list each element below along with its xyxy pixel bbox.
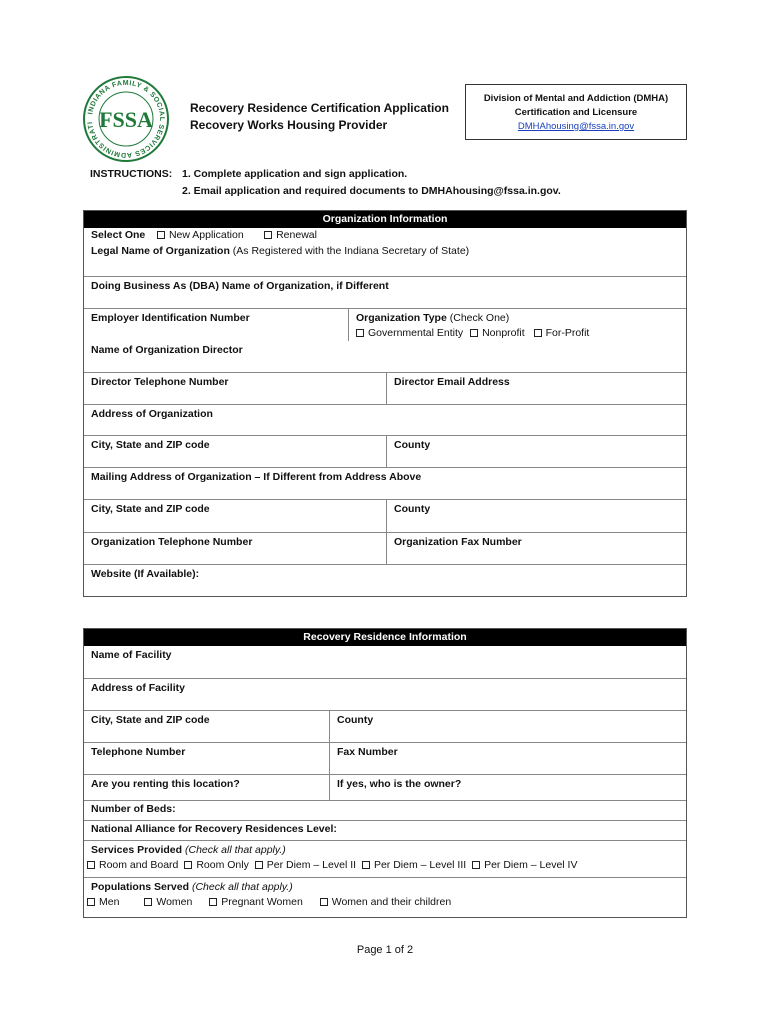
women-checkbox[interactable] bbox=[144, 898, 152, 906]
org-city-state-zip-field[interactable]: City, State and ZIP code bbox=[91, 439, 210, 451]
pregnant-women-label: Pregnant Women bbox=[221, 896, 303, 908]
division-unit: Certification and Licensure bbox=[514, 107, 638, 118]
org-county-field[interactable]: County bbox=[386, 436, 686, 467]
mailing-address-field[interactable] bbox=[84, 467, 686, 499]
room-and-board-label: Room and Board bbox=[99, 859, 179, 871]
facility-phone-field[interactable]: Telephone Number bbox=[91, 746, 186, 758]
per-diem-level-2-label: Per Diem – Level II bbox=[266, 859, 357, 871]
governmental-label: Governmental Entity bbox=[368, 327, 464, 339]
org-type-note: (Check One) bbox=[449, 312, 510, 324]
per-diem-level-3-checkbox[interactable] bbox=[362, 861, 370, 869]
forprofit-checkbox[interactable] bbox=[534, 329, 542, 337]
recovery-residence-form bbox=[83, 628, 687, 918]
mailing-city-state-zip-field[interactable]: City, State and ZIP code bbox=[91, 503, 210, 515]
facility-name-label: Name of Facility bbox=[91, 649, 172, 661]
division-email-link[interactable]: DMHAhousing@fssa.in.gov bbox=[517, 121, 635, 132]
instructions-label: INSTRUCTIONS: bbox=[90, 168, 173, 180]
facility-name-field[interactable] bbox=[84, 646, 686, 678]
narr-level-field[interactable] bbox=[84, 820, 686, 840]
instruction-step-2: 2. Email application and required documents to DMHAhousing@fssa.in.gov. bbox=[182, 185, 561, 197]
nonprofit-checkbox[interactable] bbox=[470, 329, 478, 337]
renting-field[interactable]: Are you renting this location? bbox=[91, 778, 240, 790]
per-diem-level-4-label: Per Diem – Level IV bbox=[484, 859, 578, 871]
fssa-logo bbox=[83, 76, 169, 162]
legal-name-field[interactable] bbox=[84, 244, 686, 276]
select-one-label: Select One bbox=[91, 229, 146, 241]
org-type-label: Organization Type bbox=[356, 312, 447, 324]
narr-level-label: National Alliance for Recovery Residences Level: bbox=[91, 823, 337, 835]
facility-fax-field[interactable]: Fax Number bbox=[329, 743, 686, 774]
instructions bbox=[90, 166, 561, 200]
website-field[interactable] bbox=[84, 564, 686, 596]
director-phone-field[interactable]: Director Telephone Number bbox=[91, 376, 229, 388]
facility-address-label: Address of Facility bbox=[91, 682, 185, 694]
forprofit-label: For-Profit bbox=[545, 327, 590, 339]
services-label: Services Provided bbox=[91, 844, 183, 856]
director-email-field[interactable]: Director Email Address bbox=[386, 373, 686, 404]
room-only-checkbox[interactable] bbox=[184, 861, 192, 869]
title-line-2: Recovery Works Housing Provider bbox=[190, 118, 388, 132]
governmental-checkbox[interactable] bbox=[356, 329, 364, 337]
women-label: Women bbox=[156, 896, 193, 908]
facility-county-field[interactable]: County bbox=[329, 711, 686, 742]
logo-initials: FSSA bbox=[99, 107, 153, 132]
document-title bbox=[190, 100, 449, 134]
room-and-board-checkbox[interactable] bbox=[87, 861, 95, 869]
pregnant-women-checkbox[interactable] bbox=[209, 898, 217, 906]
men-checkbox[interactable] bbox=[87, 898, 95, 906]
org-fax-field[interactable]: Organization Fax Number bbox=[386, 533, 686, 564]
number-of-beds-field[interactable] bbox=[84, 800, 686, 820]
ein-field[interactable]: Employer Identification Number bbox=[91, 312, 250, 324]
page-number: Page 1 of 2 bbox=[356, 944, 414, 956]
title-line-1: Recovery Residence Certification Application bbox=[190, 101, 449, 115]
director-name-field[interactable] bbox=[84, 341, 686, 372]
mailing-address-label: Mailing Address of Organization – If Different from Address Above bbox=[91, 471, 422, 483]
legal-name-note: (As Registered with the Indiana Secretary of State) bbox=[232, 245, 470, 257]
website-label: Website (If Available): bbox=[91, 568, 200, 580]
org-address-field[interactable] bbox=[84, 404, 686, 435]
per-diem-level-4-checkbox[interactable] bbox=[472, 861, 480, 869]
new-application-checkbox[interactable] bbox=[157, 231, 165, 239]
men-label: Men bbox=[99, 896, 120, 908]
org-address-label: Address of Organization bbox=[91, 408, 213, 420]
per-diem-level-3-label: Per Diem – Level III bbox=[373, 859, 467, 871]
services-note: (Check all that apply.) bbox=[184, 844, 286, 856]
org-phone-field[interactable]: Organization Telephone Number bbox=[91, 536, 253, 548]
populations-note: (Check all that apply.) bbox=[191, 881, 293, 893]
per-diem-level-2-checkbox[interactable] bbox=[255, 861, 263, 869]
org-section-header: Organization Information bbox=[84, 211, 686, 228]
facility-city-state-zip-field[interactable]: City, State and ZIP code bbox=[91, 714, 210, 726]
populations-label: Populations Served bbox=[91, 881, 190, 893]
legal-name-label: Legal Name of Organization bbox=[91, 245, 230, 257]
women-and-children-label: Women and their children bbox=[331, 896, 452, 908]
number-of-beds-label: Number of Beds: bbox=[91, 803, 176, 815]
director-name-label: Name of Organization Director bbox=[91, 344, 243, 356]
owner-field[interactable]: If yes, who is the owner? bbox=[329, 775, 686, 800]
mailing-county-field[interactable]: County bbox=[386, 500, 686, 532]
new-application-label: New Application bbox=[168, 229, 244, 241]
renewal-checkbox[interactable] bbox=[264, 231, 272, 239]
instruction-step-1: 1. Complete application and sign application. bbox=[182, 168, 408, 180]
facility-address-field[interactable] bbox=[84, 678, 686, 710]
nonprofit-label: Nonprofit bbox=[482, 327, 525, 339]
res-section-header: Recovery Residence Information bbox=[84, 629, 686, 646]
division-name: Division of Mental and Addiction (DMHA) bbox=[483, 93, 669, 104]
division-contact-box bbox=[465, 84, 687, 140]
dba-field[interactable] bbox=[84, 276, 686, 308]
logo-ring-text: INDIANA FAMILY & SOCIAL SERVICES ADMINISTRATI bbox=[87, 79, 166, 159]
renewal-label: Renewal bbox=[276, 229, 317, 241]
organization-information-form bbox=[83, 210, 687, 597]
women-and-children-checkbox[interactable] bbox=[320, 898, 328, 906]
dba-label: Doing Business As (DBA) Name of Organization, if Different bbox=[91, 280, 389, 292]
room-only-label: Room Only bbox=[196, 859, 249, 871]
